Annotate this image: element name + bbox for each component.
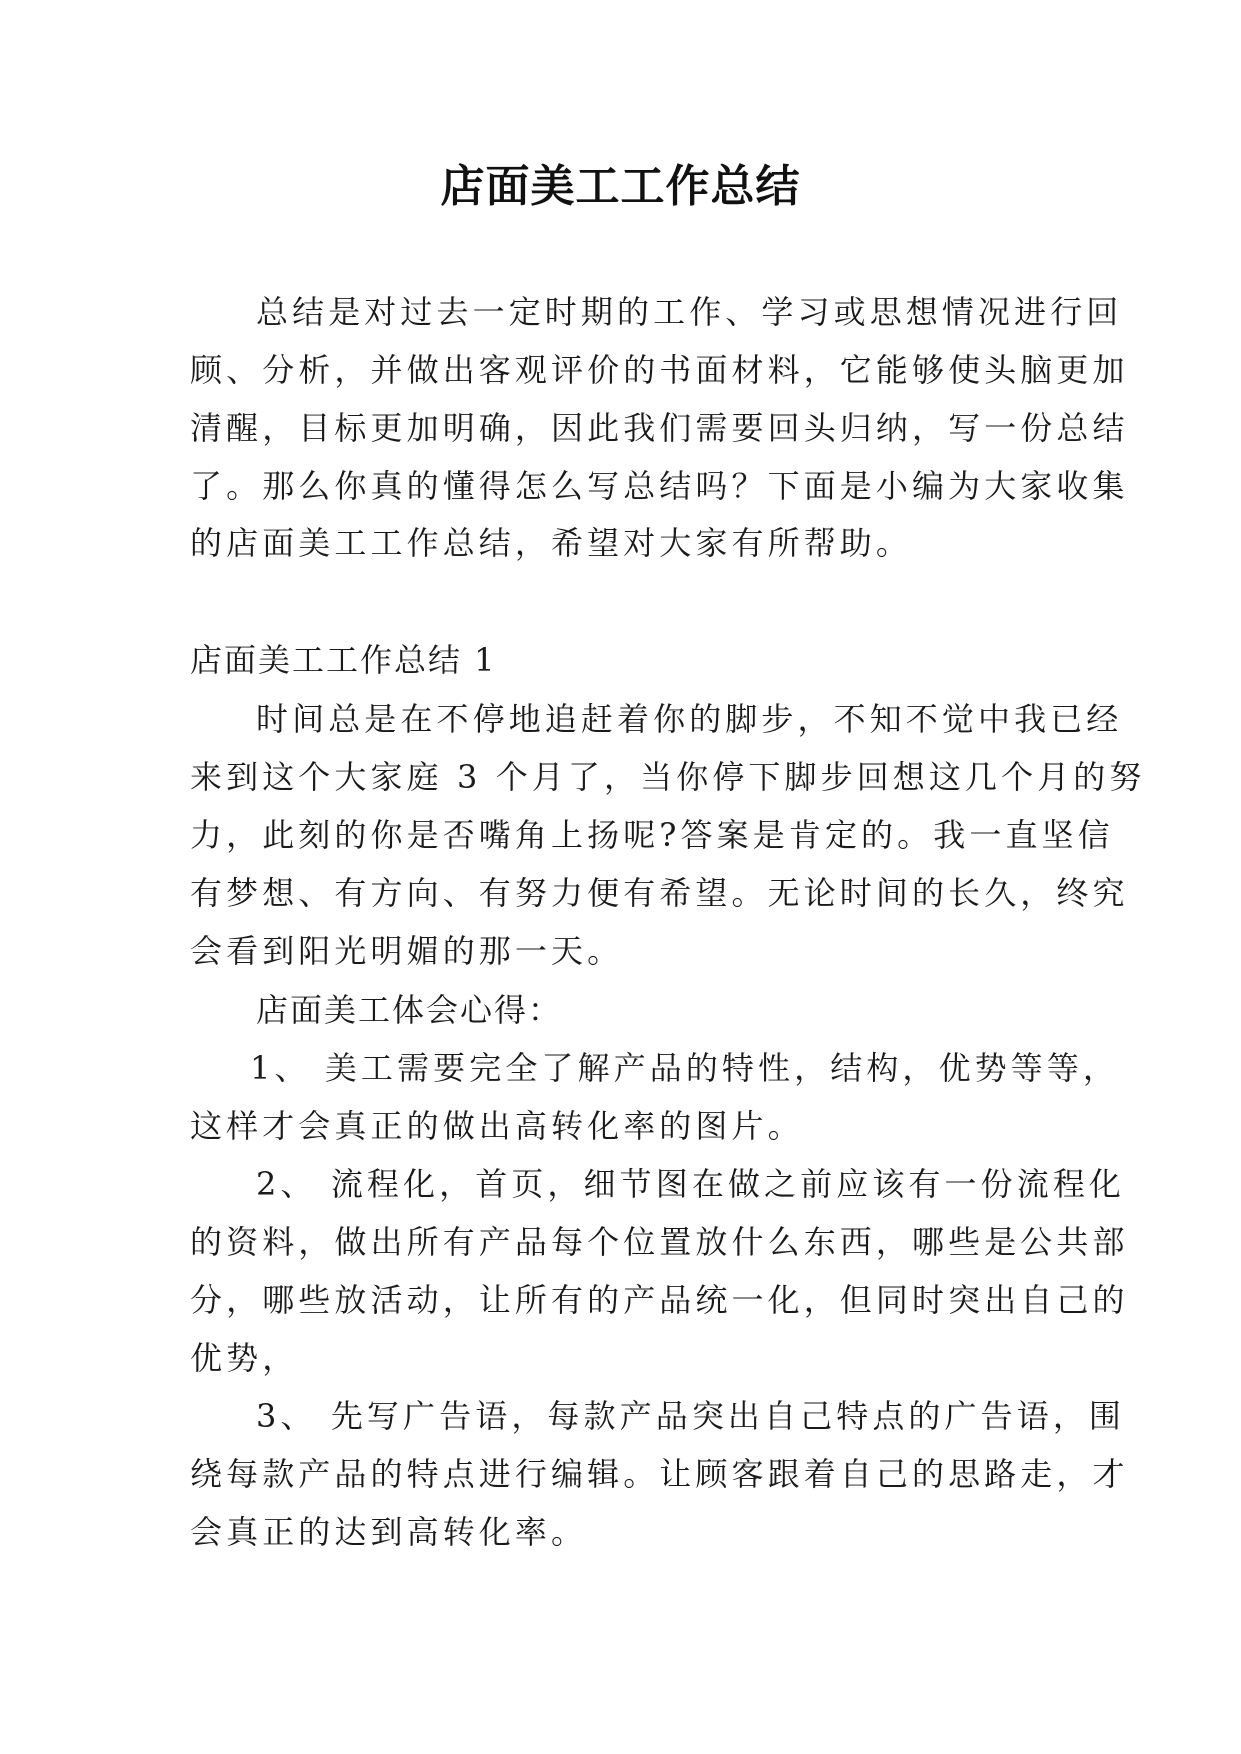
intro-line: 顾、分析，并做出客观评价的书面材料，它能够使头脑更加 [190,351,1129,389]
list-item-line: 优势， [190,1339,299,1377]
body-line: 力，此刻的你是否嘴角上扬呢?答案是肯定的。我一直坚信 [190,816,1114,854]
list-item-line: 的资料，做出所有产品每个位置放什么东西，哪些是公共部 [190,1223,1129,1261]
list-item-line: 绕每款产品的特点进行编辑。让顾客跟着自己的思路走，才 [190,1455,1129,1493]
list-item-line: 分，哪些放活动，让所有的产品统一化，但同时突出自己的 [190,1281,1129,1319]
list-item-line: 1、 美工需要完全了解产品的特性，结构，优势等等， [250,1049,1120,1087]
list-item-line: 这样才会真正的做出高转化率的图片。 [190,1107,804,1145]
experience-heading: 店面美工体会心得： [256,991,563,1029]
intro-line: 清醒，目标更加明确，因此我们需要回头归纳，写一份总结 [190,409,1129,447]
body-line: 会看到阳光明媚的那一天。 [190,932,624,970]
document-title: 店面美工工作总结 [440,161,801,212]
list-item-line: 2、 流程化，首页，细节图在做之前应该有一份流程化 [256,1165,1126,1203]
body-line: 时间总是在不停地追赶着你的脚步，不知不觉中我已经 [256,700,1123,738]
body-line: 有梦想、有方向、有努力便有希望。无论时间的长久，终究 [190,874,1129,912]
list-item-line: 3、 先写广告语，每款产品突出自己特点的广告语，围 [256,1397,1126,1435]
intro-line: 了。那么你真的懂得怎么写总结吗？下面是小编为大家收集 [190,467,1129,505]
intro-line: 的店面美工工作总结，希望对大家有所帮助。 [190,524,913,562]
section-heading: 店面美工工作总结 1 [190,641,497,679]
intro-line: 总结是对过去一定时期的工作、学习或思想情况进行回 [256,293,1123,331]
body-line: 来到这个大家庭 3 个月了，当你停下脚步回想这几个月的努 [190,758,1146,796]
list-item-line: 会真正的达到高转化率。 [190,1513,588,1551]
